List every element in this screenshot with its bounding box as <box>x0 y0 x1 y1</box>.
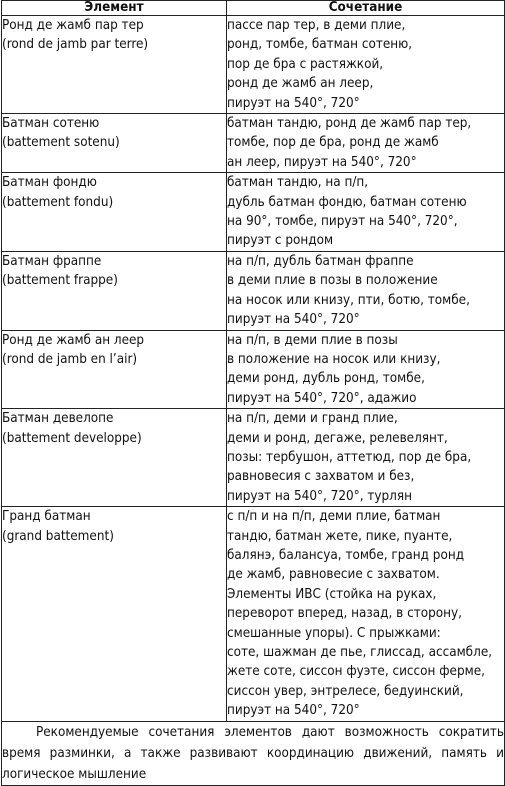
combination-line: дубль батман фондю, батман сотеню <box>227 194 467 210</box>
combination-line: пируэт на 540°, 720°, адажио <box>227 390 417 406</box>
element-line: (grand battement) <box>2 528 114 544</box>
note-cell <box>2 721 505 785</box>
combination-line: на 90°, томбе, пируэт на 540°, 720°, <box>227 214 458 230</box>
element-line: Ронд де жамб пар тер <box>2 18 144 33</box>
combination-line: ан леер, пируэт на 540°, 720° <box>227 154 417 170</box>
exercise-table <box>1 0 505 786</box>
element-line: Батман девелопе <box>2 411 114 427</box>
combination-line: жете соте, сиссон фуэте, сиссон ферме, <box>227 664 485 680</box>
combination-line: пассе пар тер, в деми плие, <box>227 18 406 33</box>
note-text: Рекомендуемые сочетания элементов дают возможность сократить время разминки, а также развивают координацию движений, память и логическое мышление <box>2 724 504 782</box>
combination-line: на п/п, дубль батман фраппе <box>227 253 414 269</box>
combination-line: переворот вперед, назад, в сторону, <box>227 606 462 622</box>
element-cell <box>2 330 227 409</box>
element-line: Батман фраппе <box>2 253 102 269</box>
combination-cell <box>227 114 505 173</box>
table-row <box>2 251 505 330</box>
combination-line: пируэт на 540°, 720° <box>227 312 360 328</box>
table-row <box>2 114 505 173</box>
element-line: (battement developpe) <box>2 430 142 446</box>
combination-cell <box>227 251 505 330</box>
table-row <box>2 16 505 114</box>
table-header-row <box>2 1 505 16</box>
header-combination: Сочетание <box>227 1 505 16</box>
combination-line: соте, шажман де пье, глиссад, ассамбле, <box>227 645 493 660</box>
combination-cell <box>227 16 505 114</box>
combination-line: в деми плие в позы в положение <box>227 273 438 289</box>
combination-line: пируэт с рондом <box>227 233 334 249</box>
combination-line: смешанные упоры). С прыжками: <box>227 625 441 641</box>
combination-line: пируэт на 540°, 720° <box>227 703 360 719</box>
table-row <box>2 409 505 507</box>
combination-line: Элементы ИВС (стойка на руках, <box>227 586 437 602</box>
element-line: (battement frappe) <box>2 273 118 289</box>
combination-line: деми ронд, дубль ронд, томбе, <box>227 371 425 387</box>
combination-line: сиссон увер, энтрелесе, бедуинский, <box>227 683 464 699</box>
table-row <box>2 330 505 409</box>
element-line: (rond de jamb par terre) <box>2 37 149 53</box>
element-line: Батман фондю <box>2 175 97 191</box>
combination-line: ронд де жамб ан леер, <box>227 76 374 92</box>
combination-line: на носок или книзу, пти, ботю, томбе, <box>227 292 470 308</box>
combination-line: равновесия с захватом и без, <box>227 469 415 485</box>
combination-line: с п/п и на п/п, деми плие, батман <box>227 509 441 525</box>
combination-line: пируэт на 540°, 720° <box>227 95 360 111</box>
element-cell <box>2 114 227 173</box>
element-cell <box>2 251 227 330</box>
combination-line: пируэт на 540°, 720°, турлян <box>227 488 412 504</box>
combination-line: де жамб, равновесие с захватом. <box>227 567 440 583</box>
combination-line: позы: тербушон, аттетюд, пор де бра, <box>227 449 472 465</box>
combination-line: батман тандю, на п/п, <box>227 175 369 191</box>
combination-line: на п/п, в деми плие в позы <box>227 332 398 348</box>
header-element: Элемент <box>2 1 227 16</box>
table-body <box>2 16 505 722</box>
element-line: Батман сотеню <box>2 116 100 132</box>
combination-line: томбе, пор де бра, ронд де жамб <box>227 135 439 151</box>
combination-cell <box>227 507 505 721</box>
element-line: Гранд батман <box>2 509 91 525</box>
combination-cell <box>227 330 505 409</box>
element-line: (battement sotenu) <box>2 135 120 151</box>
combination-cell <box>227 409 505 507</box>
combination-line: ронд, томбе, батман сотеню, <box>227 37 413 53</box>
table-row <box>2 173 505 252</box>
note-row <box>2 721 505 785</box>
combination-line: балянэ, балансуа, томбе, гранд ронд <box>227 547 465 563</box>
combination-line: батман тандю, ронд де жамб пар тер, <box>227 116 472 132</box>
element-cell <box>2 507 227 721</box>
combination-line: на п/п, деми и гранд плие, <box>227 411 398 427</box>
element-line: (battement fondu) <box>2 194 114 210</box>
combination-line: деми и ронд, дегаже, релевелянт, <box>227 430 448 446</box>
table-row <box>2 507 505 721</box>
element-cell <box>2 409 227 507</box>
element-line: Ронд де жамб ан леер <box>2 332 145 348</box>
element-cell <box>2 173 227 252</box>
combination-line: пор де бра с растяжкой, <box>227 56 384 72</box>
element-cell <box>2 16 227 114</box>
combination-cell <box>227 173 505 252</box>
combination-line: тандю, батман жете, пике, пуанте, <box>227 528 453 544</box>
combination-line: в положение на носок или книзу, <box>227 351 441 367</box>
element-line: (rond de jamb en l’air) <box>2 351 138 367</box>
